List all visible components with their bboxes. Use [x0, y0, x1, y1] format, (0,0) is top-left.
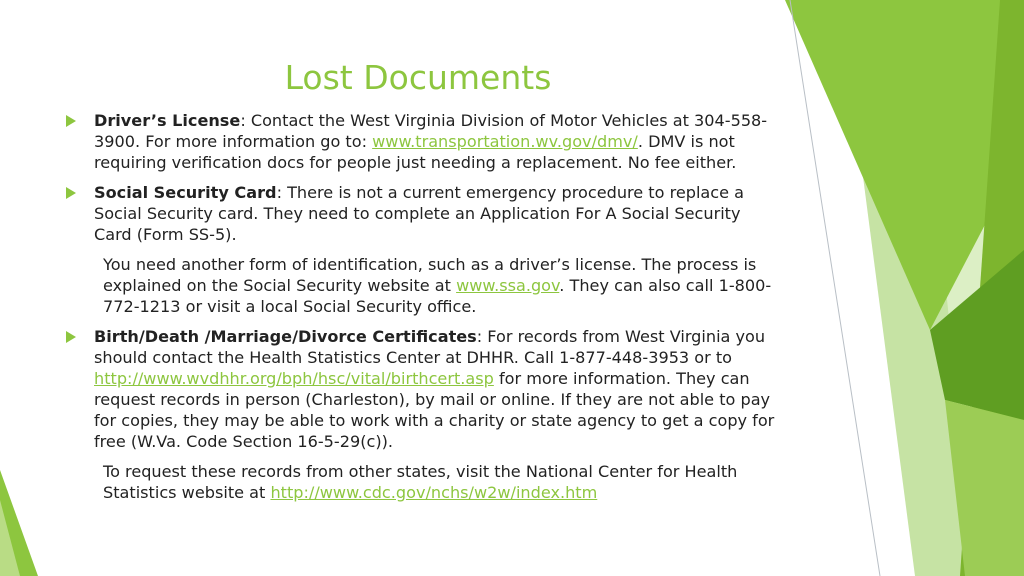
sub-text: . They can also call 1-800-772-1213 or visit a local Social Security office.: [103, 276, 772, 316]
slide-content: [66, 110, 781, 512]
arrow-bullet-icon: [66, 331, 76, 343]
slide-title: Lost Documents: [284, 58, 552, 97]
sub-paragraph-cdc: [66, 461, 781, 503]
arrow-bullet-icon: [66, 115, 76, 127]
bullet-text: : There is not a current emergency procedure to replace a Social Security card. They need to complete an Application For A Social Security Card (Form SS-5).: [94, 183, 745, 244]
bullet-term: Social Security Card: [94, 183, 277, 202]
bullet-text: : For records from West Virginia you should contact the Health Statistics Center at DHHR. Call 1-877-448-3953 or to: [94, 327, 766, 367]
bullet-term: Birth/Death /Marriage/Divorce Certificates: [94, 327, 477, 346]
bullet-social-security-card: [66, 182, 781, 245]
sub-text: You need another form of identification, such as a driver’s license. The process is explained on the Social Security website at: [103, 255, 757, 295]
sub-paragraph-ssa: [66, 254, 781, 317]
bullet-text: : Contact the West Virginia Division of Motor Vehicles at 304-558-3900. For more information go to:: [94, 111, 768, 151]
bullet-vital-certificates: [66, 326, 781, 452]
ssa-link[interactable]: www.ssa.gov: [456, 276, 560, 295]
wvdhhr-link[interactable]: http://www.wvdhhr.org/bph/hsc/vital/birthcert.asp: [94, 369, 494, 388]
dmv-link[interactable]: www.transportation.wv.gov/dmv/: [372, 132, 638, 151]
cdc-link[interactable]: http://www.cdc.gov/nchs/w2w/index.htm: [270, 483, 598, 502]
bullet-text: for more information. They can request records in person (Charleston), by mail or online. If they are not able to pay for copies, they may be able to work with a charity or state agency to get a copy for free (W.Va. Code Section 16-5-29(c)).: [94, 369, 775, 451]
bullet-drivers-license: [66, 110, 781, 173]
arrow-bullet-icon: [66, 187, 76, 199]
bullet-text: . DMV is not requiring verification docs for people just needing a replacement. No fee either.: [94, 132, 737, 172]
sub-text: To request these records from other states, visit the National Center for Health Statistics website at: [103, 462, 738, 502]
bullet-term: Driver’s License: [94, 111, 241, 130]
